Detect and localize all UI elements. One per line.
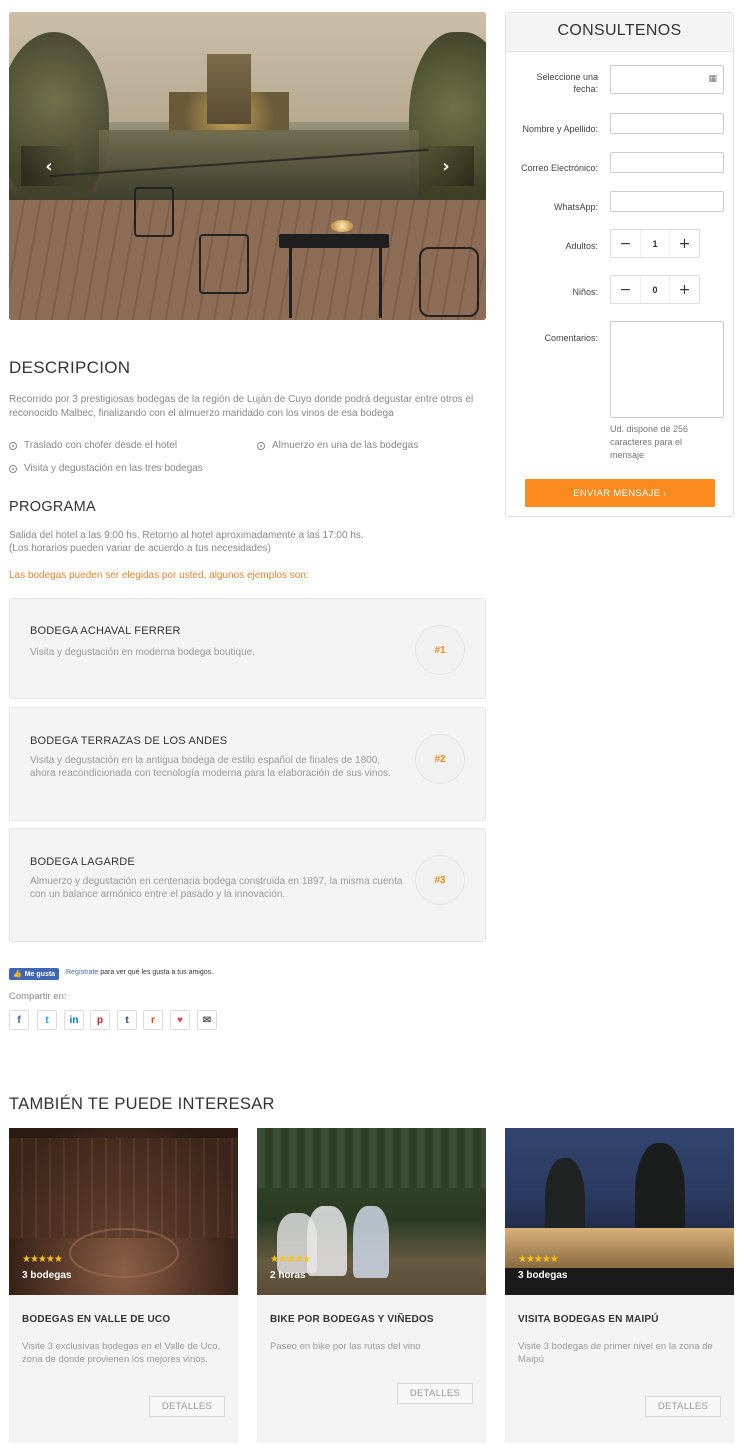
hero-table-leg xyxy=(379,248,382,318)
bullet-icon xyxy=(257,442,265,450)
pinterest-icon: p xyxy=(96,1014,104,1026)
facebook-icon: f xyxy=(17,1014,21,1026)
date-field[interactable] xyxy=(610,65,724,94)
kids-label: Niños: xyxy=(572,287,598,297)
whatsapp-label: WhatsApp: xyxy=(553,202,598,212)
kids-stepper xyxy=(610,275,700,304)
thumbs-up-icon: 👍 xyxy=(13,971,22,978)
related-card-image xyxy=(257,1128,486,1295)
feature-item xyxy=(257,440,418,451)
whatsapp-field[interactable] xyxy=(610,191,724,212)
date-label: Seleccione una fecha: xyxy=(536,72,598,94)
feature-label: Visita y degustación en las tres bodegas xyxy=(24,463,203,474)
contact-title: CONSULTENOS xyxy=(557,22,682,39)
program-title: PROGRAMA xyxy=(9,499,96,515)
adults-plus-button[interactable]: + xyxy=(678,235,691,252)
rating-stars: ★★★★★ xyxy=(518,1254,558,1265)
description-text: Recorrido por 3 prestigiosas bodegas de la región de Luján de Cuyo donde podrá degustar entre otros el reconocido Malbec, finalizando con el almuerzo maridado con los vinos de esa bodega xyxy=(9,394,474,419)
bodega-description: Visita y degustación en moderna bodega boutique. xyxy=(30,647,255,658)
hero-table xyxy=(279,234,389,248)
adults-minus-button[interactable]: − xyxy=(619,235,632,252)
contact-header xyxy=(506,13,733,52)
share-email-button[interactable] xyxy=(197,1010,217,1030)
related-title: TAMBIÉN TE PUEDE INTERESAR xyxy=(9,1095,275,1113)
related-card[interactable] xyxy=(257,1128,486,1443)
share-label: Compartir en: xyxy=(9,991,67,1002)
register-text: para ver qué les gusta a tus amigos. xyxy=(98,969,214,976)
adults-label: Adultos: xyxy=(565,241,598,251)
comments-label: Comentarios: xyxy=(544,333,598,343)
bodega-card xyxy=(9,828,486,942)
hero-tower xyxy=(207,54,251,124)
contact-form xyxy=(505,12,734,517)
related-card[interactable] xyxy=(9,1128,238,1443)
hero-chair xyxy=(134,187,174,237)
chevron-right-icon: › xyxy=(442,155,450,177)
feature-label: Almuerzo en una de las bodegas xyxy=(272,440,419,451)
feature-label: Traslado con chofer desde el hotel xyxy=(24,440,178,451)
hero-image-carousel xyxy=(9,12,486,320)
email-icon: ✉ xyxy=(202,1014,212,1026)
program-text xyxy=(9,529,479,555)
calendar-icon: ▦ xyxy=(708,74,717,84)
hero-tree-right xyxy=(409,32,486,222)
details-button[interactable]: DETALLES xyxy=(397,1383,473,1404)
share-twitter-button[interactable] xyxy=(37,1010,57,1030)
facebook-like-text xyxy=(66,969,213,976)
bodega-card xyxy=(9,707,486,821)
kids-plus-button[interactable]: + xyxy=(678,281,691,298)
duration-badge: 3 bodegas xyxy=(518,1270,568,1281)
related-card-image xyxy=(9,1128,238,1295)
bullet-icon xyxy=(9,442,17,450)
floor-pattern xyxy=(69,1228,179,1278)
cyclist-figure xyxy=(353,1206,389,1278)
carousel-next-button[interactable] xyxy=(418,146,474,186)
share-linkedin-button[interactable] xyxy=(64,1010,84,1030)
adults-value[interactable]: 1 xyxy=(640,230,670,257)
adults-stepper xyxy=(610,229,700,258)
linkedin-icon: in xyxy=(69,1014,79,1026)
twitter-icon: t xyxy=(45,1014,49,1026)
reddit-icon: r xyxy=(151,1014,155,1026)
chevron-left-icon: ‹ xyxy=(45,155,53,177)
cyclist-figure xyxy=(307,1206,347,1276)
share-reddit-button[interactable] xyxy=(143,1010,163,1030)
share-tumblr-button[interactable] xyxy=(117,1010,137,1030)
related-card-title: BODEGAS EN VALLE DE UCO xyxy=(22,1314,171,1325)
hero-chair xyxy=(419,247,479,317)
email-field[interactable] xyxy=(610,152,724,173)
program-bodegas-note: Las bodegas pueden ser elegidas por usted, algunos ejemplos son: xyxy=(9,570,309,581)
details-button[interactable]: DETALLES xyxy=(645,1396,721,1417)
duration-badge: 3 bodegas xyxy=(22,1270,72,1281)
bodega-title: BODEGA LAGARDE xyxy=(30,856,135,868)
details-button[interactable]: DETALLES xyxy=(149,1396,225,1417)
bullet-icon xyxy=(9,465,17,473)
tumblr-icon: t xyxy=(125,1014,129,1026)
bodega-number-badge: #1 xyxy=(415,625,465,675)
send-message-button[interactable]: ENVIAR MENSAJE › xyxy=(525,479,715,507)
program-schedule-note: (Los horarios pueden variar de acuerdo a tus necesidades) xyxy=(9,543,271,554)
feature-item xyxy=(9,463,203,474)
share-pocket-button[interactable] xyxy=(170,1010,190,1030)
bodega-description: Almuerzo y degustación en centenaria bodega construida en 1897, la misma cuenta con un balance armónico entre el pasado y la innovación. xyxy=(30,876,403,900)
hero-candle xyxy=(331,220,353,232)
program-schedule: Salida del hotel a las 9:00 hs. Retorno al hotel aproximadamente a las 17:00 hs. xyxy=(9,530,364,541)
name-label: Nombre y Apellido: xyxy=(522,124,598,134)
share-pinterest-button[interactable] xyxy=(90,1010,110,1030)
bodega-card xyxy=(9,598,486,699)
hero-table-leg xyxy=(289,248,292,318)
like-label: Me gusta xyxy=(24,970,56,978)
bodega-title: BODEGA TERRAZAS DE LOS ANDES xyxy=(30,735,228,747)
kids-value[interactable]: 0 xyxy=(640,276,670,303)
related-card-text: Visite 3 bodegas de primer nivel en la zona de Maipú xyxy=(518,1341,713,1365)
description-title: DESCRIPCION xyxy=(9,358,131,377)
vineyard-decoration xyxy=(257,1128,486,1188)
bodega-title: BODEGA ACHAVAL FERRER xyxy=(30,625,181,637)
pocket-icon: ♥ xyxy=(177,1014,183,1026)
rating-stars: ★★★★★ xyxy=(270,1254,310,1265)
related-card-text: Visite 3 exclusivas bodegas en el Valle de Uco, zona de donde provienen los mejores vinos. xyxy=(22,1341,221,1365)
related-card-title: VISITA BODEGAS EN MAIPÚ xyxy=(518,1314,659,1325)
related-card-title: BIKE POR BODEGAS Y VIÑEDOS xyxy=(270,1314,434,1325)
bodega-number-badge: #2 xyxy=(415,734,465,784)
related-card[interactable] xyxy=(505,1128,734,1443)
bodega-description: Visita y degustación en la antigua bodega de estilo español de finales de 1800, ahora reacondicionada con tecnología moderna para la elaboración de sus vinos. xyxy=(30,755,391,779)
share-facebook-button[interactable] xyxy=(9,1010,29,1030)
rating-stars: ★★★★★ xyxy=(22,1254,62,1265)
register-link[interactable]: Regístrate xyxy=(66,969,99,976)
related-card-text: Paseo en bike por las rutas del vino xyxy=(270,1341,421,1352)
barrels-decoration xyxy=(9,1138,238,1238)
duration-badge: 2 horas xyxy=(270,1270,306,1281)
bodega-number-badge: #3 xyxy=(415,855,465,905)
email-label: Correo Electrónico: xyxy=(520,163,598,173)
hero-chair xyxy=(199,234,249,294)
char-count-note: Ud. dispone de 256 caracteres para el mensaje xyxy=(610,424,689,460)
name-field[interactable] xyxy=(610,113,724,134)
feature-item xyxy=(9,440,177,451)
comments-textarea[interactable] xyxy=(610,321,724,418)
carousel-prev-button[interactable] xyxy=(21,146,77,186)
facebook-like-button[interactable] xyxy=(9,968,59,980)
related-card-image xyxy=(505,1128,734,1295)
kids-minus-button[interactable]: − xyxy=(619,281,632,298)
